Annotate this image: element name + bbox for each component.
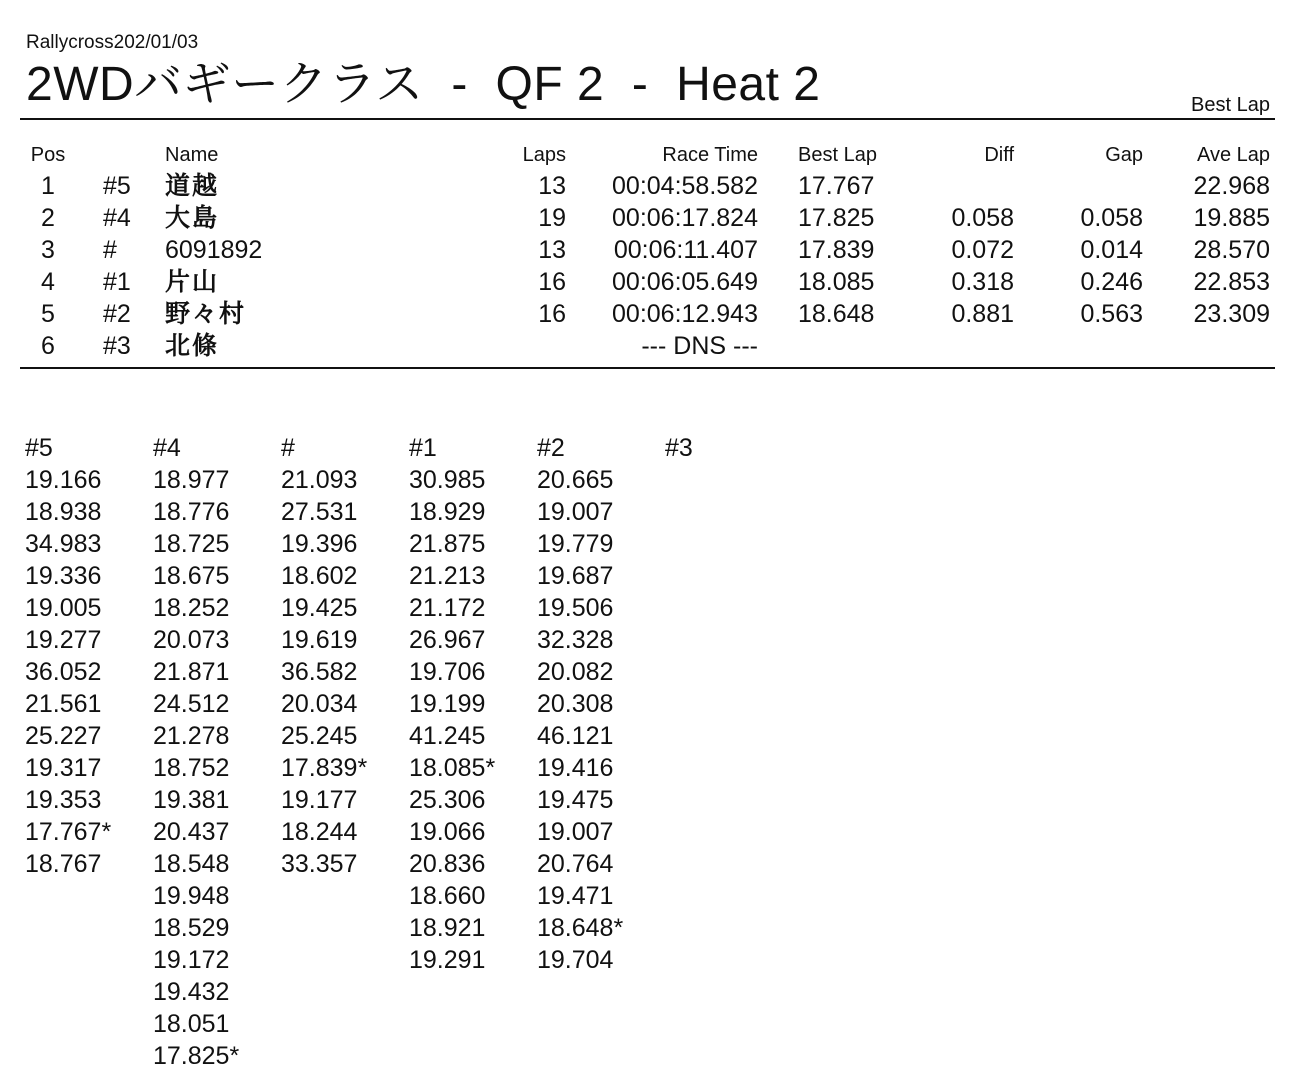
lap-time: 18.602 xyxy=(281,562,358,590)
car-number-cell: #3 xyxy=(103,332,131,360)
lap-time: 21.172 xyxy=(409,594,486,622)
lap-time: 21.875 xyxy=(409,530,486,558)
laps-cell: 13 xyxy=(538,172,566,200)
lap-column-header: #1 xyxy=(409,434,437,462)
lap-time: 21.561 xyxy=(25,690,102,718)
car-number-cell: # xyxy=(103,236,117,264)
col-header-laps: Laps xyxy=(522,144,566,166)
lap-time: 19.199 xyxy=(409,690,486,718)
car-number-cell: #2 xyxy=(103,300,131,328)
pos-cell: 2 xyxy=(41,204,55,232)
driver-name-cell: 片山 xyxy=(165,268,220,296)
lap-time: 19.291 xyxy=(409,946,486,974)
lap-time: 18.244 xyxy=(281,818,358,846)
col-header-name: Name xyxy=(165,144,219,166)
race-time-cell: 00:04:58.582 xyxy=(612,172,758,200)
pos-cell: 3 xyxy=(41,236,55,264)
lap-time: 18.977 xyxy=(153,466,230,494)
best-lap-cell: 17.839 xyxy=(798,236,875,264)
lap-column xyxy=(537,432,665,976)
best-lap-label: Best Lap xyxy=(1191,94,1270,116)
lap-time: 20.836 xyxy=(409,850,486,878)
results-table xyxy=(0,143,1296,362)
col-header-best-lap: Best Lap xyxy=(798,144,877,166)
lap-time: 18.660 xyxy=(409,882,486,910)
lap-column xyxy=(25,432,153,880)
laps-cell: 13 xyxy=(538,236,566,264)
lap-time: 19.277 xyxy=(25,626,102,654)
top-divider xyxy=(20,118,1275,120)
lap-column-header: #5 xyxy=(25,434,53,462)
diff-cell: 0.881 xyxy=(951,300,1014,328)
lap-time: 19.425 xyxy=(281,594,358,622)
lap-time: 19.005 xyxy=(25,594,102,622)
gap-cell: 0.058 xyxy=(1080,204,1143,232)
lap-time: 20.437 xyxy=(153,818,230,846)
lap-time: 20.082 xyxy=(537,658,614,686)
ave-lap-cell: 22.853 xyxy=(1193,268,1270,296)
lap-time: 19.779 xyxy=(537,530,614,558)
driver-name-cell: 北條 xyxy=(165,332,220,360)
table-row xyxy=(0,170,1296,202)
bottom-divider xyxy=(20,367,1275,369)
lap-time: 17.825* xyxy=(153,1042,240,1070)
lap-column xyxy=(409,432,537,976)
race-time-cell: 00:06:17.824 xyxy=(612,204,758,232)
laps-cell: 16 xyxy=(538,300,566,328)
lap-time: 19.471 xyxy=(537,882,614,910)
lap-time: 18.051 xyxy=(153,1010,230,1038)
race-time-cell: 00:06:12.943 xyxy=(612,300,758,328)
lap-time: 30.985 xyxy=(409,466,486,494)
laps-cell: 16 xyxy=(538,268,566,296)
lap-time: 19.166 xyxy=(25,466,102,494)
lap-time: 36.052 xyxy=(25,658,102,686)
lap-time: 18.776 xyxy=(153,498,230,526)
best-lap-cell: 18.085 xyxy=(798,268,875,296)
driver-name-cell: 大島 xyxy=(165,204,220,232)
lap-time: 19.432 xyxy=(153,978,230,1006)
lap-time: 21.213 xyxy=(409,562,486,590)
lap-time: 19.704 xyxy=(537,946,614,974)
lap-time: 34.983 xyxy=(25,530,102,558)
lap-time: 25.306 xyxy=(409,786,486,814)
lap-time: 18.938 xyxy=(25,498,102,526)
diff-cell: 0.072 xyxy=(951,236,1014,264)
driver-name-cell: 6091892 xyxy=(165,236,263,264)
lap-column-header: #2 xyxy=(537,434,565,462)
lap-time: 20.665 xyxy=(537,466,614,494)
race-time-cell: 00:06:11.407 xyxy=(613,236,758,264)
laps-cell: 19 xyxy=(538,204,566,232)
lap-time: 18.675 xyxy=(153,562,230,590)
lap-time: 19.687 xyxy=(537,562,614,590)
diff-cell: 0.058 xyxy=(951,204,1014,232)
lap-time: 17.839* xyxy=(281,754,368,782)
lap-time: 19.381 xyxy=(153,786,230,814)
lap-time: 18.648* xyxy=(537,914,624,942)
pos-cell: 6 xyxy=(41,332,55,360)
lap-time: 33.357 xyxy=(281,850,358,878)
lap-time: 19.007 xyxy=(537,498,614,526)
ave-lap-cell: 22.968 xyxy=(1193,172,1270,200)
col-header-race-time: Race Time xyxy=(662,144,758,166)
col-header-diff: Diff xyxy=(984,144,1014,166)
lap-time: 18.252 xyxy=(153,594,230,622)
pos-cell: 4 xyxy=(41,268,55,296)
table-row xyxy=(0,298,1296,330)
diff-cell: 0.318 xyxy=(951,268,1014,296)
gap-cell: 0.014 xyxy=(1080,236,1143,264)
lap-time: 18.529 xyxy=(153,914,230,942)
lap-time: 18.548 xyxy=(153,850,230,878)
race-time-cell: 00:06:05.649 xyxy=(612,268,758,296)
lap-column xyxy=(665,432,793,464)
lap-time: 19.416 xyxy=(537,754,614,782)
lap-time: 19.353 xyxy=(25,786,102,814)
race-time-cell: --- DNS --- xyxy=(641,332,758,360)
ave-lap-cell: 23.309 xyxy=(1193,300,1270,328)
lap-time: 26.967 xyxy=(409,626,486,654)
car-number-cell: #5 xyxy=(103,172,131,200)
lap-time: 18.767 xyxy=(25,850,102,878)
lap-time: 18.752 xyxy=(153,754,230,782)
best-lap-cell: 17.767 xyxy=(798,172,875,200)
lap-time: 20.308 xyxy=(537,690,614,718)
table-row xyxy=(0,266,1296,298)
gap-cell: 0.246 xyxy=(1080,268,1143,296)
lap-time: 32.328 xyxy=(537,626,614,654)
car-number-cell: #1 xyxy=(103,268,131,296)
lap-time: 19.066 xyxy=(409,818,486,846)
lap-time: 19.317 xyxy=(25,754,102,782)
lap-time: 19.177 xyxy=(281,786,358,814)
event-subtitle: Rallycross202/01/03 xyxy=(26,32,199,53)
col-header-gap: Gap xyxy=(1105,144,1143,166)
driver-name-cell: 道越 xyxy=(165,172,220,200)
pos-cell: 1 xyxy=(41,172,55,200)
lap-column xyxy=(153,432,281,1072)
table-row xyxy=(0,234,1296,266)
ave-lap-cell: 19.885 xyxy=(1193,204,1270,232)
car-number-cell: #4 xyxy=(103,204,131,232)
driver-name-cell: 野々村 xyxy=(165,300,247,328)
lap-time: 20.073 xyxy=(153,626,230,654)
lap-time: 18.921 xyxy=(409,914,486,942)
page-title: 2WDバギークラス - QF 2 - Heat 2 xyxy=(26,58,821,111)
lap-time: 21.871 xyxy=(153,658,230,686)
lap-time: 19.506 xyxy=(537,594,614,622)
lap-time: 19.007 xyxy=(537,818,614,846)
table-row xyxy=(0,330,1296,362)
col-header-pos: Pos xyxy=(30,144,66,166)
lap-time: 19.948 xyxy=(153,882,230,910)
lap-time: 19.336 xyxy=(25,562,102,590)
lap-time: 36.582 xyxy=(281,658,358,686)
lap-time: 19.396 xyxy=(281,530,358,558)
lap-time: 20.764 xyxy=(537,850,614,878)
lap-time: 41.245 xyxy=(409,722,486,750)
lap-time: 19.706 xyxy=(409,658,486,686)
col-header-ave-lap: Ave Lap xyxy=(1196,144,1270,166)
lap-column-header: # xyxy=(281,434,295,462)
best-lap-cell: 18.648 xyxy=(798,300,875,328)
lap-time: 19.172 xyxy=(153,946,230,974)
lap-time: 17.767* xyxy=(25,818,112,846)
lap-column xyxy=(281,432,409,880)
table-row xyxy=(0,202,1296,234)
pos-cell: 5 xyxy=(41,300,55,328)
lap-time: 21.278 xyxy=(153,722,230,750)
lap-column-header: #4 xyxy=(153,434,181,462)
results-header-row xyxy=(0,143,1296,168)
lap-time: 25.245 xyxy=(281,722,358,750)
lap-time: 18.929 xyxy=(409,498,486,526)
lap-time: 25.227 xyxy=(25,722,102,750)
gap-cell: 0.563 xyxy=(1080,300,1143,328)
lap-time: 19.475 xyxy=(537,786,614,814)
lap-time: 18.725 xyxy=(153,530,230,558)
lap-time: 46.121 xyxy=(537,722,614,750)
ave-lap-cell: 28.570 xyxy=(1193,236,1270,264)
lap-time: 20.034 xyxy=(281,690,358,718)
lap-time: 21.093 xyxy=(281,466,358,494)
lap-time: 24.512 xyxy=(153,690,230,718)
best-lap-cell: 17.825 xyxy=(798,204,875,232)
lap-time: 19.619 xyxy=(281,626,358,654)
lap-time: 27.531 xyxy=(281,498,358,526)
lap-time: 18.085* xyxy=(409,754,496,782)
lap-column-header: #3 xyxy=(665,434,693,462)
